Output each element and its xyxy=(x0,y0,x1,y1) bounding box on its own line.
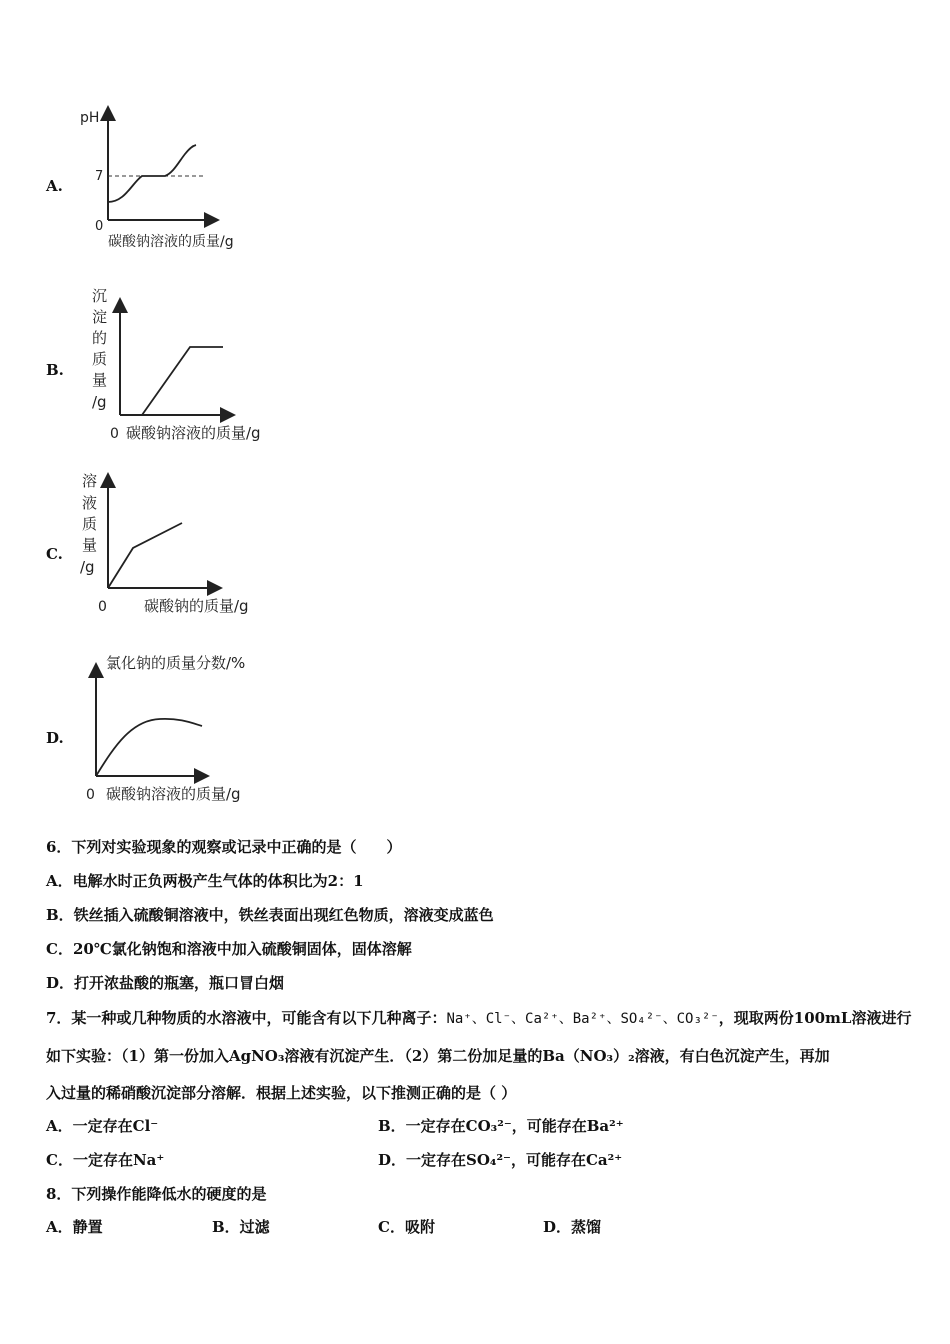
svg-text:质: 质 xyxy=(82,515,98,533)
svg-text:量: 量 xyxy=(92,371,108,389)
graph-a xyxy=(70,105,290,255)
svg-text:/g: /g xyxy=(92,393,107,411)
q7-ions: Na⁺、Cl⁻、Ca²⁺、Ba²⁺、SO₄²⁻、CO₃²⁻ xyxy=(446,1011,719,1027)
tick-7: 7 xyxy=(95,169,104,184)
svg-text:量: 量 xyxy=(82,536,98,554)
solution-mass-line xyxy=(108,523,182,588)
q7-stem-line1: 7．某一种或几种物质的水溶液中，可能含有以下几种离子：Na⁺、Cl⁻、Ca²⁺、Ba²⁺、SO₄²⁻、CO₃²⁻，现取两份100mL溶液进行 xyxy=(46,1009,912,1027)
svg-text:的: 的 xyxy=(92,329,108,347)
svg-text:溶: 溶 xyxy=(82,472,98,490)
q7-option-a: A．一定存在Cl⁻ xyxy=(46,1117,159,1135)
y-axis-label xyxy=(80,472,97,576)
q6-option-d: D．打开浓盐酸的瓶塞，瓶口冒白烟 xyxy=(46,974,285,992)
graph-c-label: C. xyxy=(46,545,63,563)
q7-stem-line2: 如下实验：（1）第一份加入AgNO₃溶液有沉淀产生．（2）第二份加足量的Ba（NO₃）₂溶液，有白色沉淀产生，再加 xyxy=(46,1047,830,1065)
origin-label: 0 xyxy=(86,787,95,803)
origin-label: 0 xyxy=(110,426,119,442)
graph-b-label: B. xyxy=(46,361,64,379)
origin-label: 0 xyxy=(98,599,107,615)
y-axis-label: pH xyxy=(80,110,100,126)
q7-option-c: C．一定存在Na⁺ xyxy=(46,1151,165,1169)
q6-stem: 6．下列对实验现象的观察或记录中正确的是（ ） xyxy=(46,838,402,856)
q6-option-a: A．电解水时正负两极产生气体的体积比为2：1 xyxy=(46,872,364,890)
q7-option-b: B．一定存在CO₃²⁻，可能存在Ba²⁺ xyxy=(378,1117,624,1135)
q6-option-b: B．铁丝插入硫酸铜溶液中，铁丝表面出现红色物质，溶液变成蓝色 xyxy=(46,906,494,924)
svg-text:沉: 沉 xyxy=(92,287,108,305)
q8-option-b: B．过滤 xyxy=(212,1218,270,1236)
y-axis-label xyxy=(92,287,107,411)
graph-d-label: D. xyxy=(46,729,64,747)
q8-stem: 8．下列操作能降低水的硬度的是 xyxy=(46,1185,267,1203)
ph-curve xyxy=(108,145,196,202)
svg-text:/g: /g xyxy=(80,558,95,576)
graph-d xyxy=(80,650,300,810)
graph-c xyxy=(70,470,290,620)
x-axis-label: 碳酸钠的质量/g xyxy=(144,597,249,615)
origin-label: 0 xyxy=(95,219,104,234)
graph-a-label: A. xyxy=(46,177,63,195)
graph-b xyxy=(80,285,310,450)
q8-option-c: C．吸附 xyxy=(378,1218,435,1236)
q7-option-d: D．一定存在SO₄²⁻，可能存在Ca²⁺ xyxy=(378,1151,623,1169)
svg-text:液: 液 xyxy=(82,494,98,512)
x-axis-label: 碳酸钠溶液的质量/g xyxy=(108,234,234,250)
q8-option-d: D．蒸馏 xyxy=(543,1218,602,1236)
x-axis-label: 碳酸钠溶液的质量/g xyxy=(106,785,241,803)
x-axis-label: 碳酸钠溶液的质量/g xyxy=(126,424,261,442)
svg-text:质: 质 xyxy=(92,350,108,368)
svg-text:淀: 淀 xyxy=(92,308,108,326)
y-axis-label: 氯化钠的质量分数/% xyxy=(106,654,246,672)
precipitate-line xyxy=(142,347,223,415)
q7-stem-line3: 入过量的稀硝酸沉淀部分溶解．根据上述实验，以下推测正确的是（ ） xyxy=(46,1084,517,1102)
mass-fraction-curve xyxy=(96,719,202,776)
q8-option-a: A．静置 xyxy=(46,1218,103,1236)
q6-option-c: C．20℃氯化钠饱和溶液中加入硫酸铜固体，固体溶解 xyxy=(46,940,412,958)
